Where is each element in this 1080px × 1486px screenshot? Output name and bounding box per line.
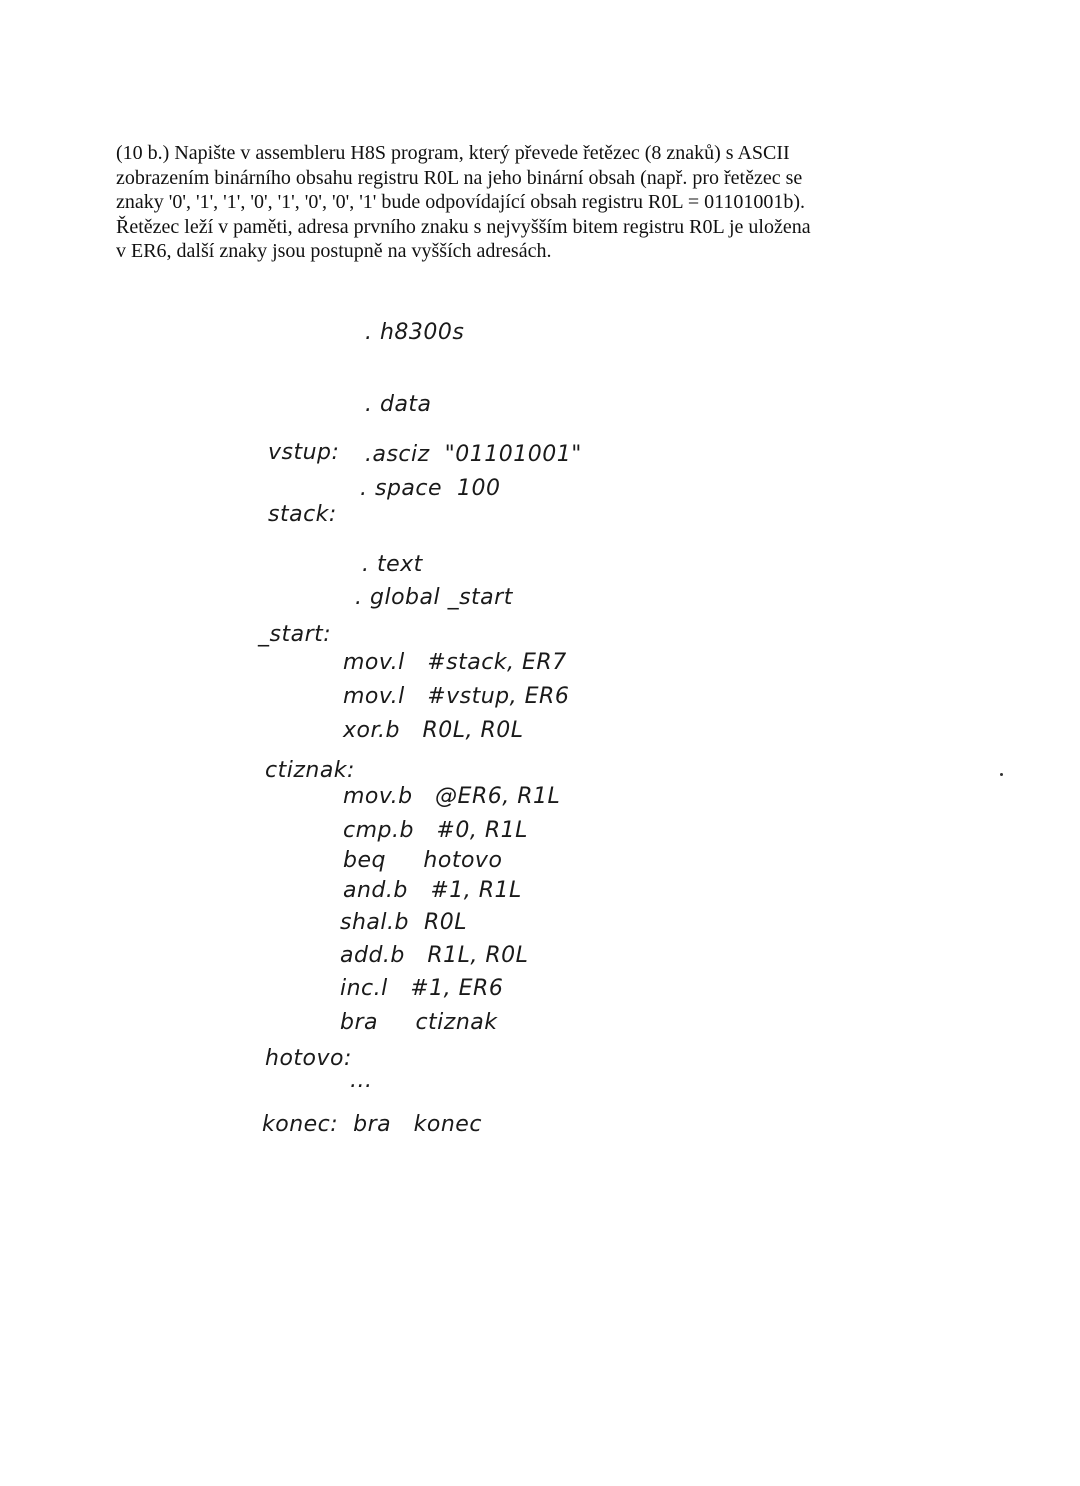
code-line: konec: bra konec bbox=[262, 1112, 482, 1137]
code-line: beq hotovo bbox=[343, 848, 503, 873]
code-line: bra ctiznak bbox=[340, 1010, 498, 1035]
code-line: . global _start bbox=[355, 585, 513, 610]
code-label: _start: bbox=[258, 622, 332, 647]
code-line: .asciz "01101001" bbox=[365, 442, 582, 467]
code-line: . text bbox=[362, 552, 423, 577]
code-line: and.b #1, R1L bbox=[343, 878, 522, 903]
code-line: cmp.b #0, R1L bbox=[343, 818, 528, 843]
task-line: znaky '0', '1', '1', '0', '1', '0', '0', '1' bude odpovídající obsah registru R0L = 01101001b). bbox=[116, 191, 806, 213]
code-line: shal.b R0L bbox=[340, 910, 467, 935]
code-label: vstup: bbox=[268, 440, 340, 465]
code-line: mov.l #stack, ER7 bbox=[343, 650, 567, 675]
speck-mark bbox=[1000, 773, 1003, 776]
code-line: add.b R1L, R0L bbox=[340, 943, 529, 968]
code-label: ctiznak: bbox=[265, 758, 355, 783]
code-line: . data bbox=[365, 392, 432, 417]
code-line: . h8300s bbox=[365, 320, 465, 345]
task-line: v ER6, další znaky jsou postupně na vyšších adresách. bbox=[116, 240, 552, 262]
code-line: inc.l #1, ER6 bbox=[340, 976, 504, 1001]
code-label: stack: bbox=[268, 502, 337, 527]
code-line: xor.b R0L, R0L bbox=[343, 718, 524, 743]
task-line: zobrazením binárního obsahu registru R0L na jeho binární obsah (např. pro řetězec se bbox=[116, 166, 803, 189]
task-line: (10 b.) Napište v assembleru H8S program, který převede řetězec (8 znaků) s ASCII bbox=[116, 142, 790, 164]
code-line: mov.b @ER6, R1L bbox=[343, 784, 561, 809]
code-line: ... bbox=[350, 1068, 373, 1093]
code-line: . space 100 bbox=[360, 476, 501, 501]
code-label: hotovo: bbox=[265, 1046, 352, 1071]
task-text bbox=[116, 141, 876, 264]
task-line: Řetězec leží v paměti, adresa prvního znaku s nejvyšším bitem registru R0L je uložena bbox=[116, 215, 811, 238]
code-line: mov.l #vstup, ER6 bbox=[343, 684, 570, 709]
